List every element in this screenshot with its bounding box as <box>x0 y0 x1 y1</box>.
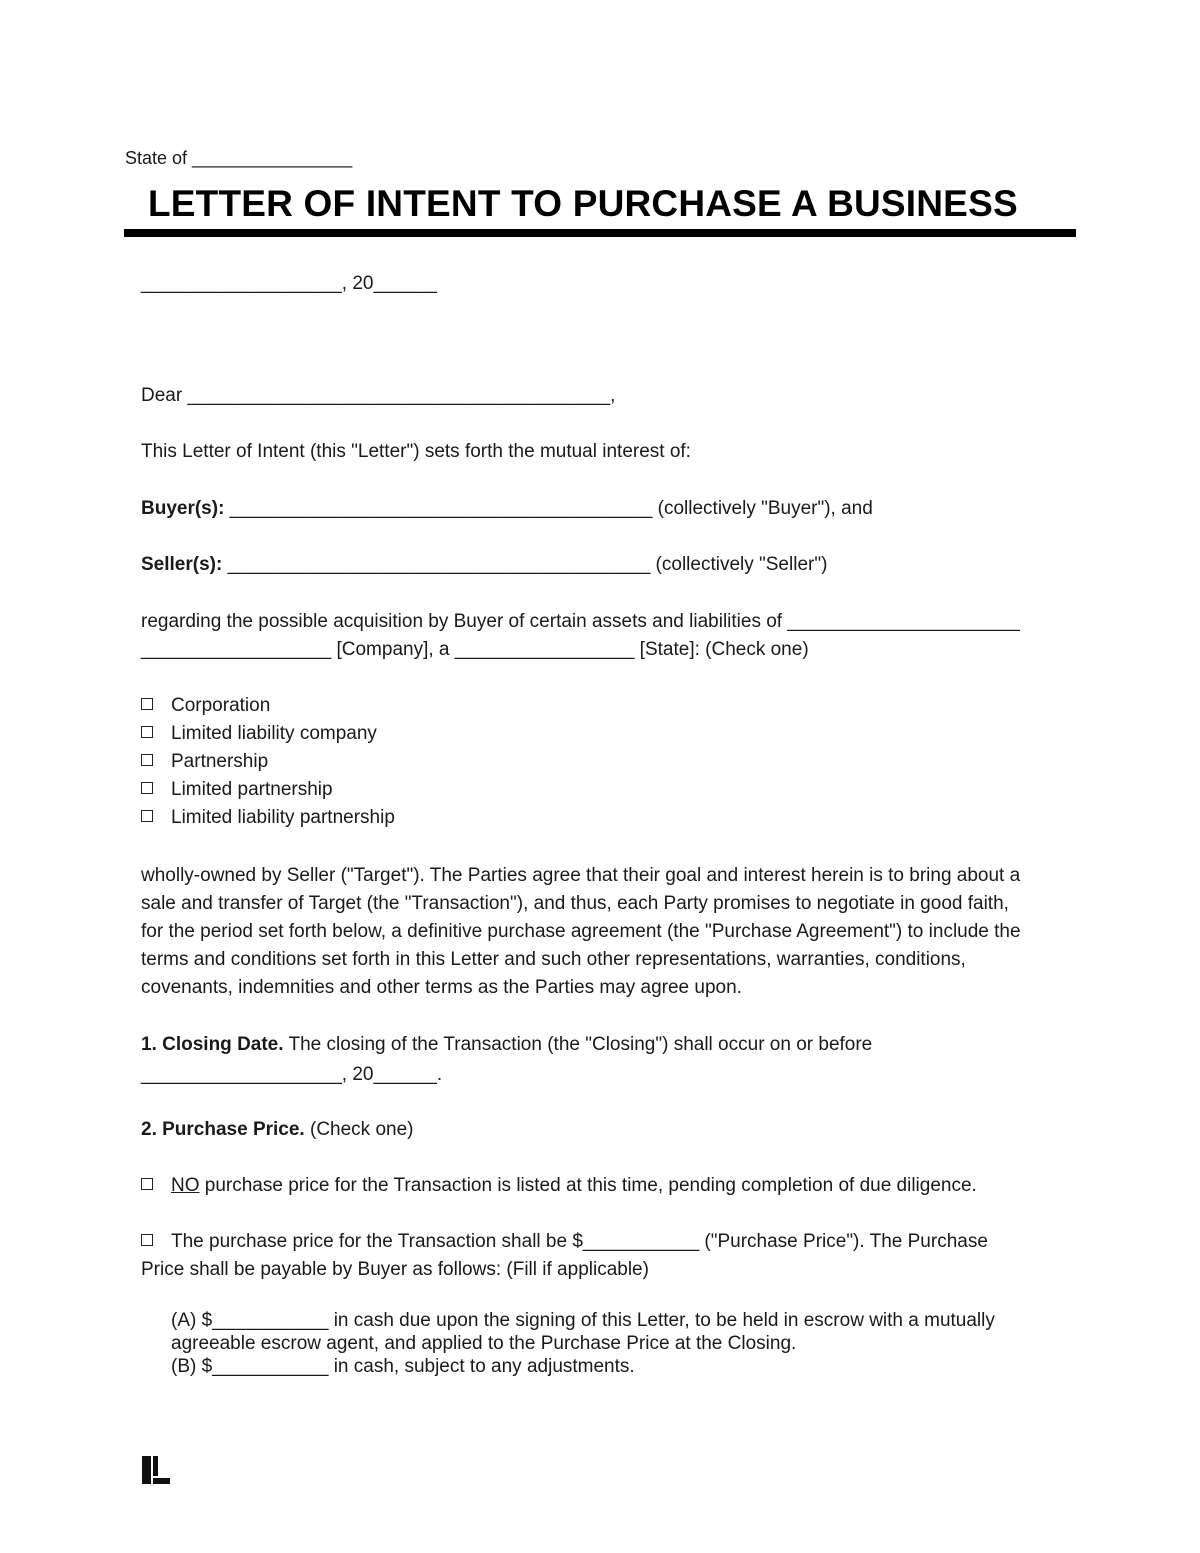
buyer-label: Buyer(s): <box>141 498 225 519</box>
checkbox-icon[interactable] <box>141 726 153 738</box>
payment-b-line: (B) $___________ in cash, subject to any adjustments. <box>171 1356 635 1377</box>
paragraph-line: sale and transfer of Target (the "Transaction"), and thus, each Party promises to negotiate in good faith, <box>141 893 1009 914</box>
purchase-price-line <box>141 1116 414 1144</box>
paragraph-line: terms and conditions set forth in this Letter and such other representations, warranties, conditions, <box>141 949 966 970</box>
payment-a-line-2: agreeable escrow agent, and applied to the Purchase Price at the Closing. <box>171 1333 797 1354</box>
seller-line <box>141 551 827 579</box>
document-brand-icon <box>142 1456 170 1484</box>
closing-heading: 1. Closing Date. <box>141 1034 284 1055</box>
paragraph-line: covenants, indemnities and other terms as the Parties may agree upon. <box>141 977 742 998</box>
buyer-text: ________________________________________ (collectively "Buyer"), and <box>224 498 873 519</box>
payment-a-line-1: (A) $___________ in cash due upon the signing of this Letter, to be held in escrow with a mutually <box>171 1310 995 1331</box>
entity-option[interactable] <box>141 776 395 804</box>
intro-line: This Letter of Intent (this "Letter") sets forth the mutual interest of: <box>141 441 691 462</box>
no-emphasis: NO <box>171 1175 200 1196</box>
entity-option[interactable] <box>141 804 395 832</box>
price-option-amount-line-2: Price shall be payable by Buyer as follows: (Fill if applicable) <box>141 1259 649 1280</box>
paragraph-line: for the period set forth below, a definitive purchase agreement (the "Purchase Agreement") to include the <box>141 921 1021 942</box>
entity-option[interactable] <box>141 748 395 776</box>
checkbox-icon[interactable] <box>141 1178 153 1190</box>
buyer-line <box>141 495 873 523</box>
state-of-line: State of ________________ <box>125 148 353 168</box>
price-option-none[interactable] <box>141 1172 977 1200</box>
salutation: Dear ________________________________________, <box>141 385 616 406</box>
seller-text: ________________________________________ (collectively "Seller") <box>222 554 828 575</box>
entity-option-label: Partnership <box>171 751 269 772</box>
regarding-line-2: __________________ [Company], a _________________ [State]: (Check one) <box>141 639 809 660</box>
price-option-amount[interactable] <box>141 1228 988 1256</box>
closing-date-line <box>141 1031 872 1059</box>
entity-option-label: Limited liability partnership <box>171 807 395 828</box>
target-paragraph <box>141 862 1021 1002</box>
checkbox-icon[interactable] <box>141 810 153 822</box>
checkbox-icon[interactable] <box>141 1234 153 1246</box>
title-rule <box>124 229 1076 237</box>
date-line: ___________________, 20______ <box>141 273 437 294</box>
document-title: LETTER OF INTENT TO PURCHASE A BUSINESS <box>148 183 1018 224</box>
purchase-price-heading: 2. Purchase Price. <box>141 1119 305 1140</box>
checkbox-icon[interactable] <box>141 782 153 794</box>
entity-option[interactable] <box>141 720 395 748</box>
closing-date-blank: ___________________, 20______. <box>141 1064 443 1085</box>
entity-options <box>141 692 395 832</box>
closing-text: The closing of the Transaction (the "Closing") shall occur on or before <box>283 1034 873 1055</box>
checkbox-icon[interactable] <box>141 698 153 710</box>
entity-option-label: Limited partnership <box>171 779 333 800</box>
purchase-price-text: (Check one) <box>304 1119 414 1140</box>
paragraph-line: wholly-owned by Seller ("Target"). The Parties agree that their goal and interest herein is to bring about a <box>141 865 1021 886</box>
regarding-line-1: regarding the possible acquisition by Buyer of certain assets and liabilities of ______________________ <box>141 611 1020 632</box>
seller-label: Seller(s): <box>141 554 223 575</box>
checkbox-icon[interactable] <box>141 754 153 766</box>
price-option-none-text: purchase price for the Transaction is listed at this time, pending completion of due diligence. <box>199 1175 977 1196</box>
price-option-amount-text: The purchase price for the Transaction shall be $___________ ("Purchase Price"). The Purchase <box>171 1231 988 1252</box>
entity-option-label: Limited liability company <box>171 723 377 744</box>
entity-option-label: Corporation <box>171 695 271 716</box>
entity-option[interactable] <box>141 692 395 720</box>
